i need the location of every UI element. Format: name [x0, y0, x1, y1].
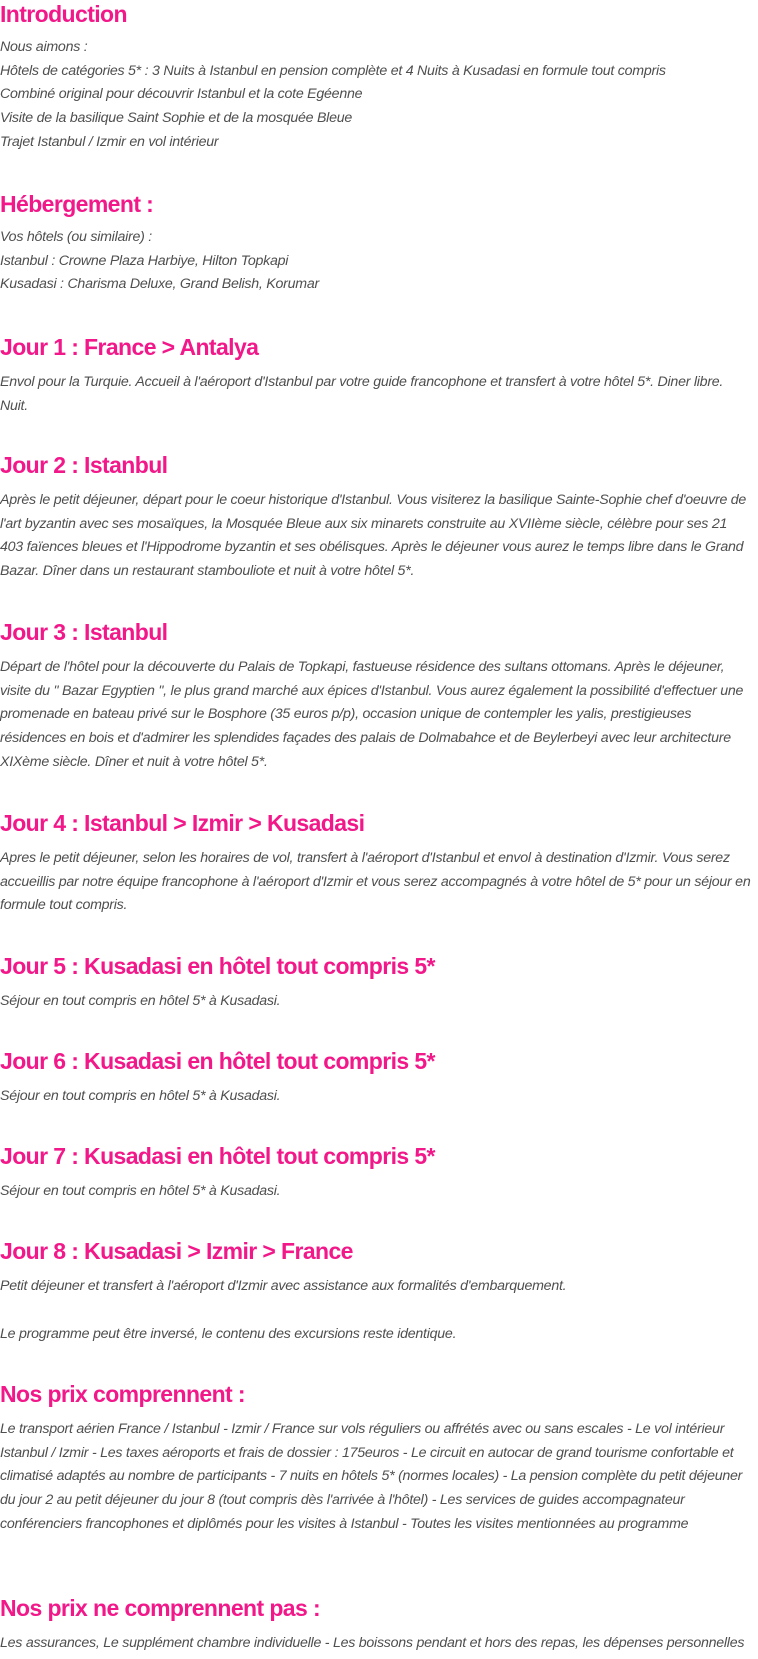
section-title: Jour 1 : France > Antalya [0, 334, 259, 360]
section-jour-1 [0, 333, 752, 418]
section-title: Jour 6 : Kusadasi en hôtel tout compris 5* [0, 1048, 435, 1074]
section-jour-6 [0, 1047, 752, 1109]
section-title: Nos prix comprennent : [0, 1381, 245, 1407]
section-prix-comprennent [0, 1380, 752, 1537]
intro-line: Nous aimons : [0, 39, 88, 55]
section-title: Jour 3 : Istanbul [0, 619, 168, 645]
section-title: Jour 4 : Istanbul > Izmir > Kusadasi [0, 810, 365, 836]
section-text: Séjour en tout compris en hôtel 5* à Kusadasi. [0, 993, 281, 1009]
section-text: Apres le petit déjeuner, selon les horaires de vol, transfert à l'aéroport d'Istanbul et envol à destination d'Izmir. Vous serez accueillis par notre équipe francophone à l'aéroport d'Izmir et vous serez accompagnés à votre hôtel de 5* pour un séjour en formule tout compris. [0, 850, 751, 914]
section-title: Introduction [0, 1, 127, 27]
section-text: Après le petit déjeuner, départ pour le coeur historique d'Istanbul. Vous visiterez la basilique Sainte-Sophie chef d'oeuvre de l'art byzantin avec ses mosaïques, la Mosquée Bleue aux six minarets construite au XVIIème siècle, célèbre pour ses 21 403 faïences bleues et l'Hippodrome byzantin et ses obélisques. Après le déjeuner vous aurez le temps libre dans le Grand Bazar. Dîner dans un restaurant stambouliote et nuit à votre hôtel 5*. [0, 492, 747, 580]
section-title: Jour 7 : Kusadasi en hôtel tout compris 5* [0, 1143, 435, 1169]
section-title: Jour 2 : Istanbul [0, 452, 168, 478]
section-introduction [0, 0, 666, 155]
section-text: Départ de l'hôtel pour la découverte du Palais de Topkapi, fastueuse résidence des sultans ottomans. Après le déjeuner, visite du " Bazar Egyptien ", le plus grand marché aux épices d'Istanbul. Vous aurez également la possibilité d'effectuer une promenade en bateau privé sur le Bosphore (35 euros p/p), occasion unique de contempler les yalis, prestigieuses résidences en bois et d'admirer les splendides façades des palais de Dolmabahce et de Beylerbeyi avec leur architecture XIXème siècle. Dîner et nuit à votre hôtel 5*. [0, 659, 744, 770]
section-prix-ne-comprennent-pas [0, 1594, 752, 1656]
hotel-line: Istanbul : Crowne Plaza Harbiye, Hilton Topkapi [0, 252, 289, 269]
section-text: Le transport aérien France / Istanbul - Izmir / France sur vols réguliers ou affrétés avec ou sans escales - Le vol intérieur Istanbul / Izmir - Les taxes aéroports et frais de dossier : 175euros - Le circuit en autocar de grand tourisme confortable et climatisé adaptés au nombre de participants - 7 nuits en hôtels 5* (normes locales) - La pension complète du petit déjeuner du jour 2 au petit déjeuner du jour 8 (tout compris dès l'arrivée à l'hôtel) - Les services de guides accompagnateur conférenciers francophones et diplômés pour les visites à Istanbul - Toutes les visites mentionnées au programme [0, 1421, 743, 1532]
section-text [0, 36, 666, 155]
section-title: Hébergement : [0, 191, 154, 217]
section-title: Jour 8 : Kusadasi > Izmir > France [0, 1238, 353, 1264]
section-text: Séjour en tout compris en hôtel 5* à Kusadasi. [0, 1088, 281, 1104]
hotel-line: Vos hôtels (ou similaire) : [0, 229, 152, 245]
intro-line: Hôtels de catégories 5* : 3 Nuits à Istanbul en pension complète et 4 Nuits à Kusadasi en formule tout compris [0, 62, 666, 79]
section-jour-5 [0, 952, 752, 1014]
section-hebergement [0, 190, 319, 297]
hotel-line: Kusadasi : Charisma Deluxe, Grand Belish, Korumar [0, 276, 319, 293]
section-title: Nos prix ne comprennent pas : [0, 1595, 320, 1621]
section-text: Les assurances, Le supplément chambre individuelle - Les boissons pendant et hors des repas, les dépenses personnelles [0, 1635, 745, 1651]
section-text [0, 226, 319, 297]
program-note: Le programme peut être inversé, le contenu des excursions reste identique. [0, 1325, 457, 1342]
section-text: Petit déjeuner et transfert à l'aéroport d'Izmir avec assistance aux formalités d'embarquement. [0, 1278, 567, 1294]
section-text: Envol pour la Turquie. Accueil à l'aéroport d'Istanbul par votre guide francophone et transfert à votre hôtel 5*. Diner libre. Nuit. [0, 374, 724, 414]
section-text: Séjour en tout compris en hôtel 5* à Kusadasi. [0, 1183, 281, 1199]
section-jour-3 [0, 618, 752, 775]
section-jour-8 [0, 1237, 752, 1346]
section-jour-4 [0, 809, 752, 918]
section-jour-2 [0, 451, 752, 584]
section-title: Jour 5 : Kusadasi en hôtel tout compris 5* [0, 953, 435, 979]
intro-line: Visite de la basilique Saint Sophie et de la mosquée Bleue [0, 110, 352, 127]
intro-line: Combiné original pour découvrir Istanbul et la cote Egéenne [0, 86, 363, 103]
intro-line: Trajet Istanbul / Izmir en vol intérieur [0, 133, 219, 150]
section-jour-7 [0, 1142, 752, 1204]
